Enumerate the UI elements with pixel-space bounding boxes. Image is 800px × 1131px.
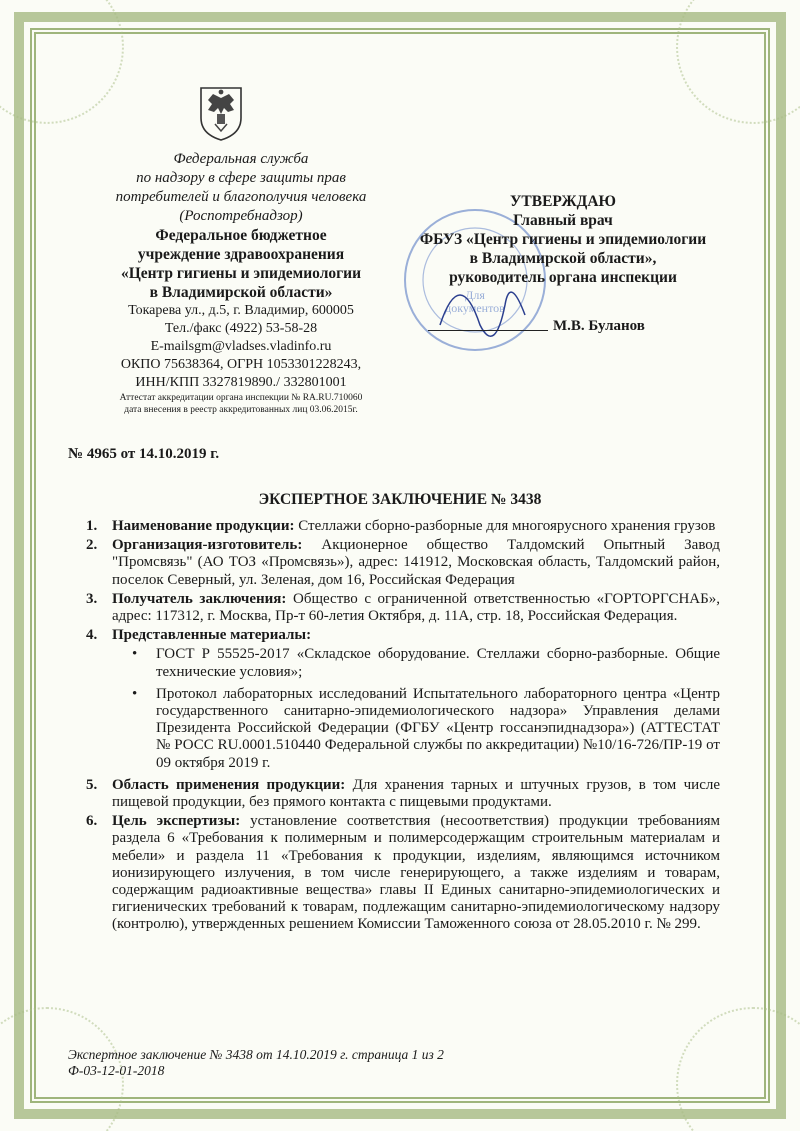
item-number: 2. [86, 537, 98, 554]
agency-line: Федеральная служба [173, 151, 309, 167]
list-item [80, 591, 720, 625]
agency-line: (Роспотребнадзор) [179, 208, 303, 224]
item-text: Акционерное общество Талдомский Опытный Завод "Промсвязь" (АО ТОЗ «Промсвязь»), адрес: 141912, Московская область, Талдомский район, поселок Северный, ул. Зеленая, дом 16, Российская Федерация [112, 537, 720, 588]
institution-line: Федеральное бюджетное [155, 227, 327, 244]
item-number: 6. [86, 813, 98, 830]
item-number: 4. [86, 627, 98, 644]
signer-name: М.В. Буланов [553, 318, 645, 334]
material-item [112, 686, 720, 772]
list-item [80, 813, 720, 933]
material-text: ГОСТ Р 55525-2017 «Складское оборудование. Стеллажи сборно-разборные. Общие технические условия»; [156, 646, 720, 680]
item-text: установление соответствия (несоответствия) продукции требованиям раздела 6 «Требования к полимерным и полимерсодержащим строительным материалам и мебели» и раздела 11 «Требования к продукции, изделиям, являющимся источником ионизирующего излучения, в том числе генерирующего, а также изделиям и товарам, содержащим радиоактивные вещества» главы II Единых санитарно-эпидемиологических и гигиенических требований к товарам, подлежащим санитарно-эпидемиологическому надзору (контролю), утвержденных решением Комиссии Таможенного союза от 28.05.2010 г. № 299. [112, 813, 720, 933]
bullet-icon: • [132, 646, 138, 663]
institution-line: в Владимирской области» [149, 284, 333, 301]
item-label: Цель экспертизы: [112, 813, 241, 830]
material-item [112, 646, 720, 680]
email: E-mailsgm@vladses.vladinfo.ru [150, 339, 332, 354]
approval-block [408, 192, 718, 287]
item-number: 3. [86, 590, 98, 607]
item-number: 5. [86, 776, 98, 793]
item-text: Стеллажи сборно-разборные для многоярусного хранения грузов [294, 518, 716, 534]
approval-line: ФБУЗ «Центр гигиены и эпидемиологии [419, 231, 707, 248]
item-text: Общество с ограниченной ответственностью «ГОРТОРГСНАБ», адрес: 117312, г. Москва, Пр-т 60-летия Октября, д. 11А, стр. 18, Российская Федерация. [112, 590, 720, 625]
approval-line: руководитель органа инспекции [449, 269, 677, 286]
page-title: ЭКСПЕРТНОЕ ЗАКЛЮЧЕНИЕ № 3438 [258, 491, 542, 508]
institution-line: «Центр гигиены и эпидемиологии [120, 265, 362, 282]
phone: Тел./факс (4922) 53-58-28 [164, 321, 318, 336]
item-label: Наименование продукции: [112, 518, 295, 534]
signature-line [428, 330, 548, 331]
form-code: Ф-03-12-01-2018 [68, 1063, 165, 1078]
approval-line: Главный врач [513, 212, 613, 229]
item-label: Область применения продукции: [112, 776, 346, 793]
attestat: Аттестат аккредитации органа инспекции № RA.RU.710060 [119, 393, 363, 403]
approval-line: УТВЕРЖДАЮ [510, 193, 616, 210]
coat-of-arms-icon [198, 84, 244, 142]
page-footer [68, 1047, 444, 1079]
list-item [80, 537, 720, 589]
materials-list [112, 646, 720, 771]
list-item [80, 627, 720, 772]
approval-line: в Владимирской области», [469, 250, 657, 267]
item-label: Представленные материалы: [112, 627, 312, 644]
list-item [80, 777, 720, 811]
agency-line: по надзору в сфере защиты прав [136, 170, 346, 186]
institution-line: учреждение здравоохранения [137, 246, 345, 263]
issuer-block [92, 150, 390, 416]
bullet-icon: • [132, 685, 138, 702]
agency-line: потребителей и благополучия человека [115, 189, 367, 205]
list-item [80, 518, 720, 535]
footer-reference: Экспертное заключение № 3438 от 14.10.2019 г. страница 1 из 2 [68, 1047, 444, 1062]
item-text: Для хранения тарных и штучных грузов, в том числе пищевой продукции, без прямого контакта с пищевыми продуктами. [112, 776, 720, 811]
address: Токарева ул., д.5, г. Владимир, 600005 [128, 303, 354, 318]
material-text: Протокол лабораторных исследований Испытательного лабораторного центра «Центр государственного санитарно-эпидемиологического надзора» Управления делами Президента Российской Федерации (ФГБУ «Центр госсанэпиднадзора») (АТТЕСТАТ № РОСС RU.0001.510440 Федеральной службы по аккредитации) №10/16-726/ПР-19 от 09 октября 2019 г. [156, 685, 720, 771]
stamp-text: Для документов [445, 288, 505, 315]
inn-kpp: ИНН/КПП 3327819890./ 332801001 [135, 375, 347, 390]
item-label: Организация-изготовитель: [112, 537, 303, 554]
item-number: 1. [86, 518, 98, 534]
item-label: Получатель заключения: [112, 590, 287, 607]
conclusion-items [80, 518, 720, 936]
registry-date: дата внесения в реестр аккредитованных лиц 03.06.2015г. [124, 405, 358, 415]
okpo-ogrn: ОКПО 75638364, ОГРН 1053301228243, [120, 357, 362, 372]
document-number: № 4965 от 14.10.2019 г. [68, 446, 220, 462]
